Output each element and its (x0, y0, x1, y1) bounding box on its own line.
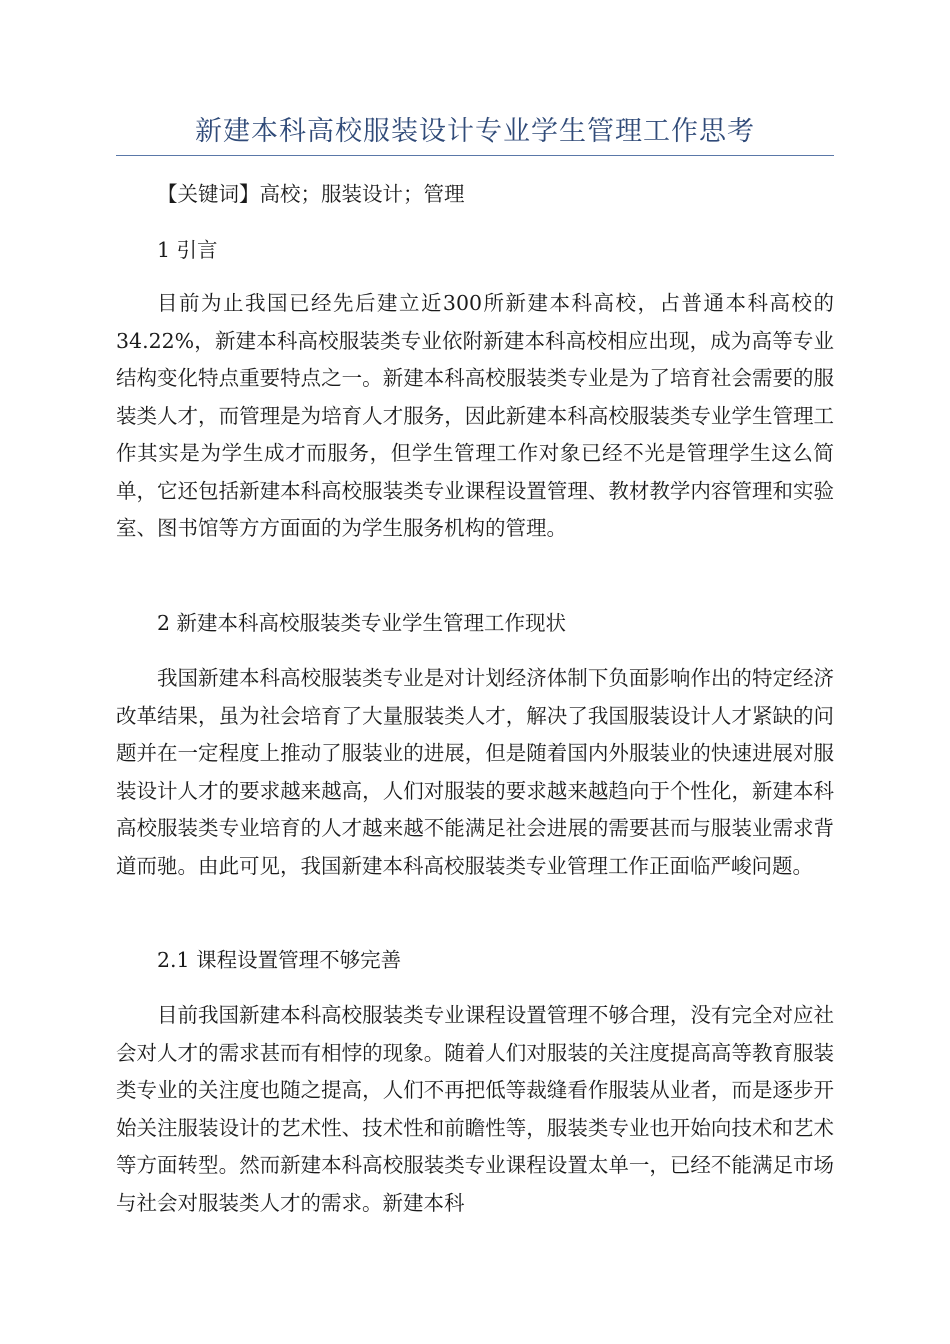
keywords-line: 【关键词】高校；服装设计；管理 (157, 182, 465, 206)
section-2-1-paragraph: 目前我国新建本科高校服装类专业课程设置管理不够合理，没有完全对应社会对人才的需求甚而有相悖的现象。随着人们对服装的关注度提高高等教育服装类专业的关注度也随之提高，人们不再把低等裁缝看作服装从业者，而是逐步开始关注服装设计的艺术性、技术性和前瞻性等，服装类专业也开始向技术和艺术等方面转型。然而新建本科高校服装类专业课程设置太单一，已经不能满足市场与社会对服装类人才的需求。新建本科 (116, 1003, 834, 1215)
section-1-heading: 1 引言 (157, 238, 218, 262)
section-2-1-heading: 2.1 课程设置管理不够完善 (157, 948, 402, 972)
section-2-paragraph: 我国新建本科高校服装类专业是对计划经济体制下负面影响作出的特定经济改革结果，虽为社会培育了大量服装类人才，解决了我国服装设计人才紧缺的问题并在一定程度上推动了服装业的进展，但是随着国内外服装业的快速进展对服装设计人才的要求越来越高，人们对服装的要求越来越趋向于个性化，新建本科高校服装类专业培育的人才越来越不能满足社会进展的需要甚而与服装业需求背道而驰。由此可见，我国新建本科高校服装类专业管理工作正面临严峻问题。 (116, 666, 834, 878)
section-1-paragraph: 目前为止我国已经先后建立近300所新建本科高校，占普通本科高校的34.22%，新建本科高校服装类专业依附新建本科高校相应出现，成为高等专业结构变化特点重要特点之一。新建本科高校服装类专业是为了培育社会需要的服装类人才，而管理是为培育人才服务，因此新建本科高校服装类专业学生管理工作其实是为学生成才而服务，但学生管理工作对象已经不光是管理学生这么简单，它还包括新建本科高校服装类专业课程设置管理、教材教学内容管理和实验室、图书馆等方方面面的为学生服务机构的管理。 (116, 291, 834, 540)
document-title: 新建本科高校服装设计专业学生管理工作思考 (195, 116, 755, 147)
title-underline (116, 155, 834, 156)
section-2-heading: 2 新建本科高校服装类专业学生管理工作现状 (157, 611, 567, 635)
